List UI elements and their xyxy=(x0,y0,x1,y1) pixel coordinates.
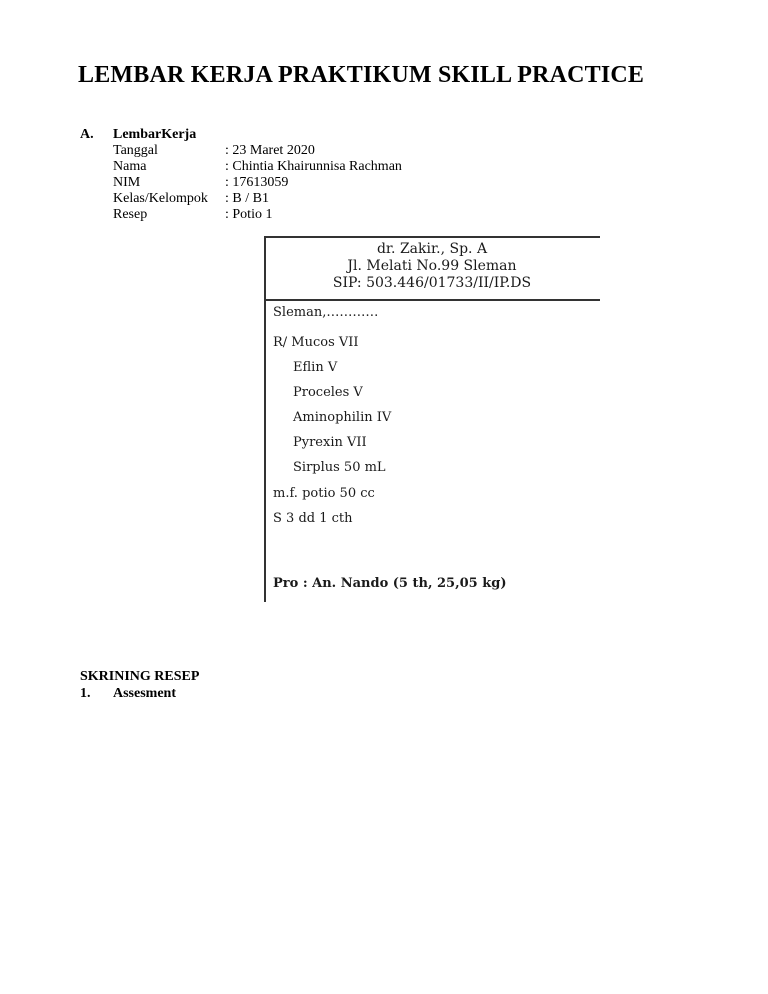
info-value: : Potio 1 xyxy=(225,207,273,222)
info-value: : Chintia Khairunnisa Rachman xyxy=(225,159,402,174)
info-row-resep xyxy=(113,207,402,223)
document-title: LEMBAR KERJA PRAKTIKUM SKILL PRACTICE xyxy=(78,62,645,88)
prescription-item: Aminophilin IV xyxy=(293,410,392,425)
prescription-header-divider xyxy=(264,299,600,301)
info-key: Nama xyxy=(113,159,147,174)
skrining-section xyxy=(80,668,199,702)
info-row-kelas xyxy=(113,191,402,207)
info-key: Tanggal xyxy=(113,143,158,158)
prescription-doctor: dr. Zakir., Sp. A xyxy=(376,241,488,257)
info-table xyxy=(113,143,402,223)
section-a-heading xyxy=(80,126,402,143)
info-value: : 17613059 xyxy=(225,175,289,190)
section-a-letter: A. xyxy=(80,127,94,142)
prescription-address: Jl. Melati No.99 Sleman xyxy=(347,258,517,274)
prescription-place-date: Sleman,………… xyxy=(273,305,379,320)
info-value: : B / B1 xyxy=(225,191,269,206)
info-row-nama xyxy=(113,159,402,175)
prescription-sip: SIP: 503.446/01733/II/IP.DS xyxy=(332,275,532,291)
info-key: Kelas/Kelompok xyxy=(113,191,208,206)
skrining-item xyxy=(80,685,199,702)
prescription-item: Pyrexin VII xyxy=(293,435,367,450)
prescription-image xyxy=(264,236,600,602)
skrining-heading: SKRINING RESEP xyxy=(80,669,200,684)
info-key: NIM xyxy=(113,175,141,190)
prescription-item: Eflin V xyxy=(293,360,338,375)
prescription-top-border xyxy=(264,236,600,238)
skrining-item-number: 1. xyxy=(80,686,91,701)
skrining-item-label: Assesment xyxy=(113,686,176,701)
info-value: : 23 Maret 2020 xyxy=(225,143,315,158)
info-row-tanggal xyxy=(113,143,402,159)
prescription-item: S 3 dd 1 cth xyxy=(273,511,353,526)
prescription-item: m.f. potio 50 cc xyxy=(273,486,375,501)
prescription-item: Proceles V xyxy=(293,385,363,400)
prescription-item: Sirplus 50 mL xyxy=(293,460,386,475)
prescription-item: R/ Mucos VII xyxy=(273,335,359,350)
info-key: Resep xyxy=(113,207,148,222)
prescription-patient: Pro : An. Nando (5 th, 25,05 kg) xyxy=(273,576,507,591)
section-a-title: LembarKerja xyxy=(113,127,197,142)
info-row-nim xyxy=(113,175,402,191)
section-a xyxy=(80,126,402,223)
